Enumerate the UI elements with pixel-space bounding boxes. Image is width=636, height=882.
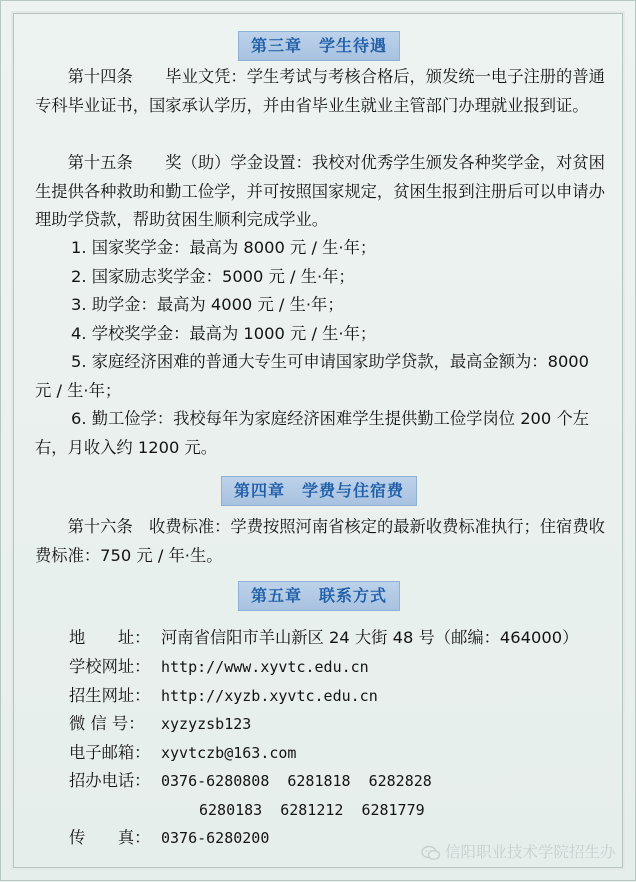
admission-site-link[interactable]: http://xyzb.xyvtc.edu.cn	[161, 687, 378, 705]
list-item: 3. 助学金：最高为 4000 元 / 生·年；	[71, 295, 344, 314]
phone-number: 6281779	[361, 801, 425, 819]
phone-number: 6281818	[287, 772, 351, 790]
school-site-link[interactable]: http://www.xyvtc.edu.cn	[161, 658, 369, 676]
list-item: 4. 学校奖学金：最高为 1000 元 / 生·年；	[71, 324, 377, 343]
fax-label: 传 真：	[69, 828, 151, 847]
chapter4-heading: 第四章 学费与住宿费	[221, 476, 417, 506]
list-item: 5. 家庭经济困难的普通大专生可申请国家助学贷款，最高金额为：8000 元 / 生·年；	[35, 352, 590, 400]
article-15: 第十五条 奖（助）学金设置：我校对优秀学生颁发各种奖学金，对贫困生提供各种救助和勤工俭学，并可按照国家规定，贫困生报到注册后可以申请办理助学贷款，帮助贫困生顺利完成学业。	[35, 153, 605, 229]
wechat-label: 微 信 号：	[69, 714, 145, 733]
contact-fax	[69, 824, 269, 852]
watermark	[421, 839, 616, 865]
list-item: 2. 国家励志奖学金：5000 元 / 生·年；	[71, 267, 355, 286]
contact-address	[69, 624, 578, 652]
phone-number: 0376-6280808	[161, 772, 270, 790]
phone-number: 6280183	[199, 801, 263, 819]
address-value: 河南省信阳市羊山新区 24 大街 48 号（邮编：464000）	[161, 628, 579, 647]
contact-school-site	[69, 653, 369, 681]
phone-number: 6282828	[368, 772, 432, 790]
school-site-label: 学校网址：	[69, 657, 151, 676]
contact-email	[69, 739, 296, 767]
article-16: 第十六条 收费标准：学费按照河南省核定的最新收费标准执行；住宿费收费标准：750 元 / 年·生。	[35, 517, 605, 565]
chapter3-heading: 第三章 学生待遇	[238, 31, 400, 61]
phone-label: 招办电话：	[69, 771, 151, 790]
watermark-text: 信阳职业技术学院招生办	[445, 843, 616, 861]
contact-admission-site	[69, 682, 378, 710]
phone-number: 6281212	[280, 801, 344, 819]
article-14: 第十四条 毕业文凭：学生考试与考核合格后，颁发统一电子注册的普通专科毕业证书，国家承认学历，并由省毕业生就业主管部门办理就业报到证。	[35, 67, 605, 115]
contact-wechat	[69, 710, 251, 738]
contact-phones-line2	[199, 796, 443, 824]
email-link[interactable]: xyvtczb@163.com	[161, 744, 297, 762]
chapter5-heading: 第五章 联系方式	[238, 581, 400, 611]
list-item: 6. 勤工俭学：我校每年为家庭经济困难学生提供勤工俭学岗位 200 个左右，月收入约 1200 元。	[35, 409, 590, 457]
list-item: 1. 国家奖学金：最高为 8000 元 / 生·年；	[71, 238, 377, 257]
email-label: 电子邮箱：	[69, 743, 151, 762]
contact-phones	[69, 767, 450, 795]
address-label: 地 址：	[69, 628, 151, 647]
wechat-value: xyzyzsb123	[161, 715, 252, 733]
wechat-icon	[421, 845, 441, 861]
fax-value: 0376-6280200	[161, 829, 270, 847]
admission-site-label: 招生网址：	[69, 686, 151, 705]
content	[1, 1, 636, 882]
